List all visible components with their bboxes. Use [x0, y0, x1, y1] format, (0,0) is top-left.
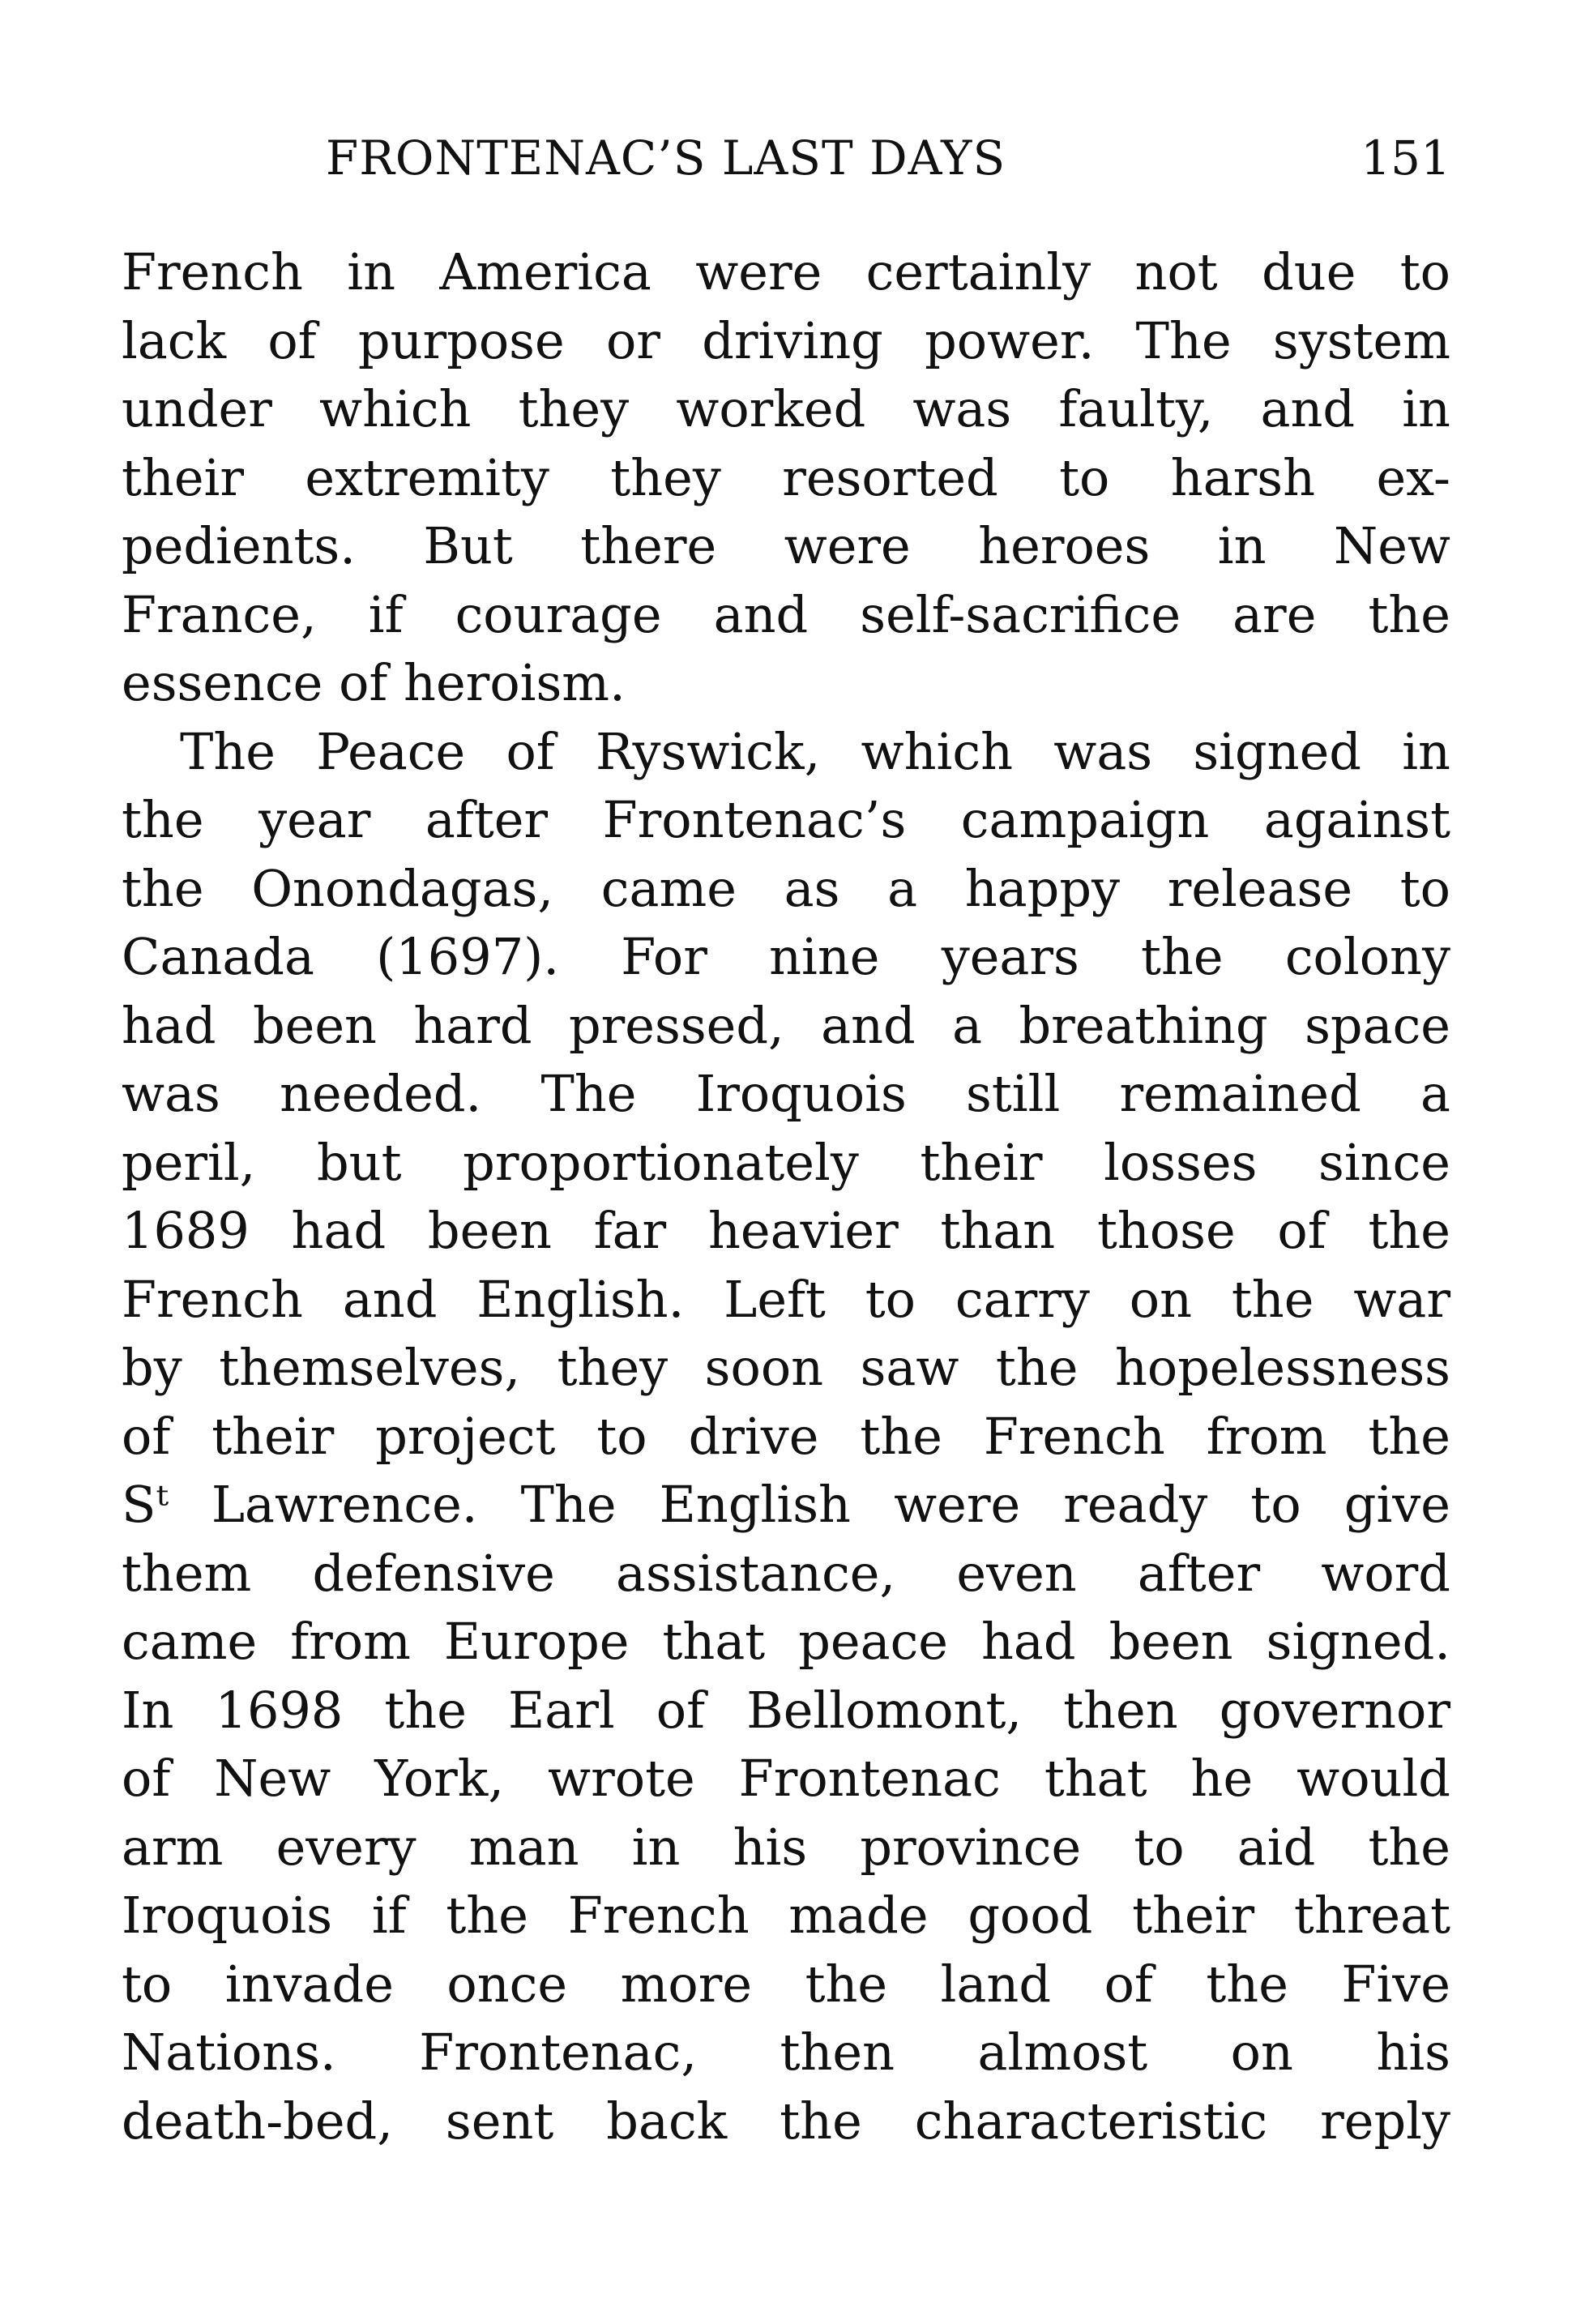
text-line: peril, but proportionately their losses since [122, 1132, 1450, 1192]
text-line: the Onondagas, came as a happy release to [122, 858, 1450, 918]
text-line: pedients. But there were heroes in New [122, 516, 1450, 575]
text-line: Sᵗ Lawrence. The English were ready to give [122, 1475, 1450, 1534]
text-line: In 1698 the Earl of Bellomont, then governor [122, 1680, 1450, 1740]
text-line: Nations. Frontenac, then almost on his [122, 2023, 1450, 2082]
text-line: under which they worked was faulty, and in [122, 379, 1450, 438]
body-text [122, 238, 1450, 2155]
text-line: Iroquois if the French made good their threat [122, 1886, 1450, 1945]
text-line: French and English. Left to carry on the war [122, 1269, 1450, 1329]
text-line: to invade once more the land of the Five [122, 1954, 1450, 2014]
text-line: The Peace of Ryswick, which was signed in [180, 721, 1450, 781]
text-line: their extremity they resorted to harsh ex- [122, 447, 1450, 507]
text-line: was needed. The Iroquois still remained a [122, 1064, 1450, 1123]
text-line: by themselves, they soon saw the hopelessness [122, 1338, 1450, 1397]
text-line: arm every man in his province to aid the [122, 1817, 1450, 1877]
running-title: FRONTENAC’S LAST DAYS [326, 130, 1006, 186]
text-line: came from Europe that peace had been signed. [122, 1612, 1450, 1671]
text-line: death-bed, sent back the characteristic reply [122, 2091, 1450, 2151]
text-line: essence of heroism. [122, 653, 626, 712]
text-line: 1689 had been far heavier than those of the [122, 1201, 1450, 1260]
text-line: them defensive assistance, even after word [122, 1543, 1450, 1603]
text-line: of New York, wrote Frontenac that he would [122, 1749, 1450, 1808]
paragraph [122, 718, 1450, 2156]
text-line: lack of purpose or driving power. The system [122, 310, 1450, 370]
running-head [122, 122, 1450, 194]
text-line: of their project to drive the French from the [122, 1406, 1450, 1466]
paragraph [122, 238, 1450, 718]
text-line: France, if courage and self-sacrifice are the [122, 584, 1450, 644]
page-number: 151 [1361, 130, 1450, 186]
text-line: the year after Frontenac’s campaign against [122, 790, 1450, 849]
text-line: Canada (1697). For nine years the colony [122, 927, 1450, 986]
text-line: French in America were certainly not due to [122, 242, 1450, 301]
text-line: had been hard pressed, and a breathing space [122, 995, 1450, 1055]
